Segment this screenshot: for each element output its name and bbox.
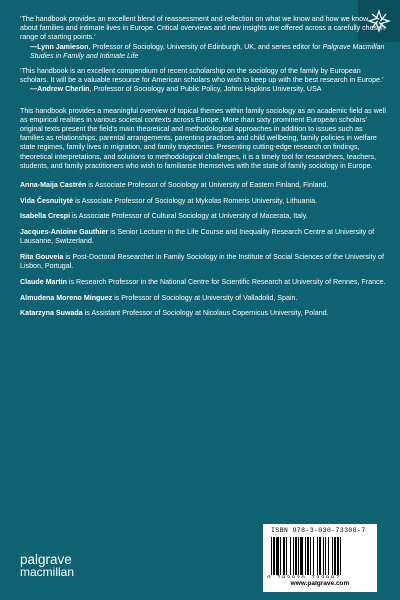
- barcode-stripe: [319, 537, 321, 575]
- editor-bio: [20, 197, 386, 206]
- book-description: [20, 107, 386, 171]
- barcode-stripe: [313, 537, 314, 575]
- barcode-stripe: [286, 537, 287, 575]
- editor-name: Katarzyna Suwada: [20, 309, 83, 318]
- publisher-logo: [20, 553, 74, 579]
- editor-affiliation: is Senior Lecturer in the Life Course and Inequality Research Centre at University of Lausanne, Switzerland.: [20, 228, 375, 246]
- editor-affiliation: is Associate Professor of Sociology at University of Eastern Finland, Finland.: [86, 181, 329, 190]
- publisher-name-line1: palgrave: [20, 552, 72, 567]
- barcode-stripe: [283, 537, 285, 575]
- barcode-stripe: [337, 537, 339, 575]
- attribution-name: —Andrew Cherlin: [30, 85, 90, 94]
- barcode-stripe: [328, 537, 329, 575]
- barcode-stripe: [293, 537, 294, 575]
- barcode-stripe: [334, 537, 336, 575]
- editor-name: Claude Martin: [20, 277, 67, 286]
- editor-bio: [20, 212, 386, 221]
- barcode-stripe: [290, 537, 291, 575]
- editor-name: Vida Česnuitytė: [20, 196, 74, 205]
- editor-name: Rita Gouveia: [20, 253, 64, 262]
- editor-affiliation: is Associate Professor of Cultural Sociology at University of Macerata, Italy.: [70, 212, 308, 221]
- attribution-text: , Professor of Sociology, University of Edinburgh, UK, and series editor for: [88, 42, 323, 51]
- quote-attribution: [20, 85, 386, 94]
- series-title: Palgrave Macmillan Studies in Family and Intimate Life: [30, 42, 385, 60]
- description-text: This handbook provides a meaningful overview of topical themes within family sociology as an academic field as well as empirical realities in various societal contexts across Europe. More than sixty prominent European scholars’ original texts present the field’s main theoretical and methodological approaches in addition to issues such as families as relationships, parental arrangements, parenting practices and child wellbeing, family policies in welfare state regimes, family lives in migration, and family trajectories. Presenting cutting-edge research on findings, theoretical interpretations, and solutions to methodological challenges, it is a timely tool for researchers, teachers, students, and family practitioners who wish to familiarise themselves with the state of family sociology in Europe.: [20, 106, 386, 170]
- editor-bios: [20, 181, 386, 319]
- quote-text: ‘This handbook is an excellent compendium of recent scholarship on the sociology of the family by European scholars. It will be a valuable resource for American scholars who wish to keep up with the best research in Europe.’: [20, 67, 384, 85]
- barcode-stripe: [323, 537, 324, 575]
- attribution-text: , Professor of Sociology and Public Policy, Johns Hopkins University, USA: [89, 85, 322, 94]
- editor-affiliation: is Research Professor in the National Centre for Scientific Research at University of Rennes, France.: [66, 277, 386, 286]
- barcode-stripe: [307, 537, 309, 575]
- editor-name: Jacques-Antoine Gauthier: [20, 228, 109, 237]
- barcode-stripe: [295, 537, 297, 575]
- attribution-name: —Lynn Jamieson: [30, 42, 89, 51]
- barcode-stripe: [276, 537, 279, 575]
- barcode-stripe: [273, 537, 275, 575]
- editor-name: Isabella Crespi: [20, 212, 71, 221]
- quote-text: ‘The handbook provides an excellent blend of reassessment and reflection on what we know and how we know about families and intimate lives in Europe. Critical overviews and new insights are offered across a carefully chosen range of starting points.’: [20, 15, 385, 42]
- editor-affiliation: is Assistant Professor of Sociology at Nicolaus Copernicus University, Poland.: [82, 309, 329, 318]
- barcode-stripe: [340, 537, 341, 575]
- publisher-url: www.palgrave.com: [263, 578, 377, 590]
- endorsement-quote-1: [20, 15, 386, 61]
- barcode-stripe: [271, 537, 272, 575]
- barcode-stripe: [332, 537, 333, 575]
- back-cover-text: [20, 15, 386, 325]
- publisher-name-line2: macmillan: [20, 565, 75, 579]
- barcode-stripe: [298, 537, 299, 575]
- editor-affiliation: is Professor of Sociology at University of Valladolid, Spain.: [112, 293, 298, 302]
- barcode-stripe: [310, 537, 311, 575]
- editor-name: Almudena Moreno Mínguez: [20, 293, 113, 302]
- endorsement-quote-2: [20, 67, 386, 95]
- editor-bio: [20, 181, 386, 190]
- editor-bio: [20, 253, 386, 271]
- editor-affiliation: is Post-Doctoral Researcher in Family Sociology in the Institute of Social Sciences of the University of Lisbon, Portugal.: [20, 253, 384, 271]
- editor-affiliation: is Associate Professor of Sociology at Mykolas Romeris University, Lithuania.: [73, 196, 318, 205]
- barcode-stripe: [280, 537, 281, 575]
- barcode-stripe: [317, 537, 318, 575]
- editor-bio: [20, 309, 386, 318]
- barcode-stripe: [300, 537, 303, 575]
- editor-bio: [20, 228, 386, 246]
- barcode-stripe: [305, 537, 306, 575]
- quote-attribution: [20, 43, 386, 61]
- editor-name: Anna-Maija Castrén: [20, 181, 87, 190]
- editor-bio: [20, 294, 386, 303]
- barcode-stripe: [325, 537, 326, 575]
- editor-bio: [20, 278, 386, 287]
- barcode-bars: [271, 537, 369, 575]
- isbn-label: ISBN 978-3-030-73308-7: [271, 527, 366, 534]
